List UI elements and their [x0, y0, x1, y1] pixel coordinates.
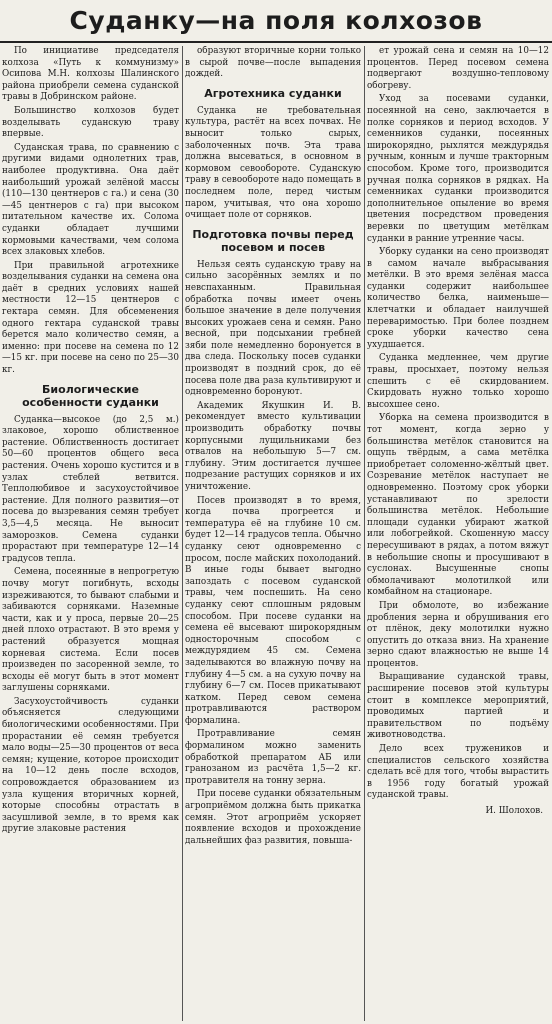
paragraph: Суданка медленнее, чем другие травы, просыхает, поэтому нельзя спешить с её скирдованием. Скирдовать нужно только хорошо высохшее сено.: [367, 353, 549, 410]
paragraph: Уход за посевами суданки, посеянной на сено, заключается в полке сорняков и период всходов. У семенников суданки, посеянных широкорядно, рыхлятся междурядья ручным, конным и лучше тракторным способом. Кроме того, производится ручная полка сорняков в рядках. На семенниках суданки производится дополнительное опыление во время цветения посредством проведения веревки по цветущим метёлкам суданки в ранние утренние часы.: [367, 94, 549, 244]
paragraph: Суданка не требовательная культура, растёт на всех почвах. Не выносит только сырых, заболоченных почв. Эта трава должна высеваться, в основном в кормовом севообороте. Суданскую траву в севообороте надо помещать в последнем поле, перед чистым паром, учитывая, что она хорошо очищает поле от сорняков.: [185, 105, 361, 221]
author-signature: И. Шолохов.: [485, 806, 543, 816]
paragraph: образуют вторичные корни только в сырой почве—после выпадения дождей.: [185, 46, 361, 80]
paragraph: При правильной агротехнике возделывания суданки на семена она даёт в средних условиях нашей местности 12—15 центнеров с гектара семян. Для обсеменения одного гектара суданской травы берется мало количество семян, а именно: при посеве на семена по 12—15 кг. при посеве на сено по 25—30 кг.: [2, 260, 179, 376]
paragraph: Уборку суданки на сено производят в самом начале выбрасывания метёлки. В это время зелёная масса суданки содержит наибольшее количество белка, наименьше—клетчатки и обладает наилучшей переваримостью. При более позднем сроке уборки качество сена ухудшается.: [367, 247, 549, 350]
paragraph: При обмолоте, во избежание дробления зерна и обрушивания его от плёнок, деку молотилки нужно опустить до отказа вниз. На хранение зерно сдают влажностью не выше 14 процентов.: [367, 600, 549, 669]
subheading-agrotechnics: Агротехника суданки: [204, 86, 342, 100]
paragraph: Нельзя сеять суданскую траву на сильно засорённых землях и по невспаханным. Правильная обработка почвы имеет очень большое значение в деле получения высоких урожаев сена и семян. Рано весной, при подсыхании гребней зяби поле немедленно боронуется в два следа. Поскольку посев суданки производят в поздний срок, до её посева поле два раза культивируют и одновременно боронуют.: [185, 259, 361, 398]
paragraph: При посеве суданки обязательным агроприёмом должна быть прикатка семян. Этот агроприём ускоряет появление всходов и прохождение дальнейших фаз развития, повыша-: [185, 789, 361, 846]
paragraph: Суданка—высокое (до 2,5 м.) злаковое, хорошо облиственное растение. Облиственность достигает 50—60 процентов общего веса растения. Очень хорошо кустится и в узлах стеблей ветвится. Теплолюбивое и засухоустойчивое растение. Для полного развития—от посева до вызревания семян требует 3,5—4,5 месяца. Не выносит заморозков. Семена суданки прорастают при температуре 12—14 градусов тепла.: [2, 414, 179, 564]
paragraph: Посев производят в то время, когда почва прогреется и температура её на глубине 10 см. будет 12—14 градусов тепла. Обычно суданку сеют одновременно с просом, после майских похолоданий. В иные годы бывает выгодно запоздать с посевом суданской травы, чем поспешить. На сено суданку сеют сплошным рядовым способом. При посеве суданки на семена её высевают широкорядным односторочным способом с междурядием 45 см. Семена заделываются во влажную почву на глубину 4—5 см. а на сухую почву на глубину 6—7 см. Посев прикатывают катком. Перед севом семена протравливаются раствором формалина.: [185, 495, 361, 726]
paragraph: По инициативе председателя колхоза «Путь к коммунизму» Осипова М.Н. колхозы Шалинского района приобрели семена суданской травы в Добринском районе.: [2, 46, 179, 103]
paragraph: Семена, посеянные в непрогретую почву могут погибнуть, всходы изреживаются, то бывают слабыми и забиваются сорняками. Наземные части, как и у проса, первые 20—25 дней плохо отрастают. В это время у растений образуется мощная корневая система. Если посев произведен по засоренной земле, то всходы её могут быть в этот момент заглушены сорняками.: [2, 567, 179, 694]
paragraph: Дело всех тружеников и специалистов сельского хозяйства сделать всё для того, чтобы вырастить в 1956 году богатый урожай суданской травы.: [367, 744, 549, 801]
paragraph: Уборка на семена производится в тот момент, когда зерно у большинства метёлок становится на ощупь твёрдым, а сама метёлка приобретает соломенно-жёлтый цвет. Созревание метёлок наступает не одновременно. Поэтому срок уборки устанавливают по зрелости большинства метёлок. Небольшие площади суданки убирают жаткой или лобогрейкой. Скошенную массу пересушивают в рядах, а потом вяжут в небольшие снопы и просушивают в суслонах. Высушенные снопы обмолачивают молотилкой или комбайном на стационаре.: [367, 413, 549, 598]
headline-rule: [0, 41, 552, 43]
paragraph: Выращивание суданской травы, расширение посевов этой культуры стоит в комплексе мероприятий, проводимых партией и правительством по подъёму животноводства.: [367, 672, 549, 741]
subheading-biology: Биологические особенности суданки: [22, 382, 159, 409]
column-3: [367, 46, 549, 1021]
paragraph: ет урожай сена и семян на 10—12 процентов. Перед посевом семена подвергают воздушно-тепловому обогреву.: [367, 46, 549, 91]
paragraph: Протравливание семян формалином можно заменить обработкой препаратом АБ или гранозаном из расчёта 1,5—2 кг. протравителя на тонну зерна.: [185, 729, 361, 786]
column-2: [185, 46, 361, 1021]
article-headline: Суданку—на поля колхозов: [69, 6, 483, 35]
paragraph: Большинство колхозов будет возделывать суданскую траву впервые.: [2, 105, 179, 140]
paragraph: Засухоустойчивость суданки объясняется следующими биологическими особенностями. При прорастании её семян требуется мало воды—25—30 процентов от веса семян; кущение, которое происходит на 10—12 день после всходов, сопровождается образованием из узла кущения вторичных корней, которые способны отрастать в засушливой земле, в то время как другие злаковые растения: [2, 696, 179, 835]
column-1: [2, 46, 179, 1021]
subheading-soil-preparation: Подготовка почвы перед посевом и посев: [192, 227, 354, 254]
paragraph: Суданская трава, по сравнению с другими видами однолетних трав, наиболее продуктивна. Она даёт наибольший урожай зелёной массы (110—130 центнеров с га.) и сена (30—45 центнеров с га) при высоком питательном качестве их. Солома суданки обладает лучшими кормовыми качествами, чем солома всех злаковых хлебов.: [2, 142, 179, 258]
column-divider: [364, 46, 365, 1021]
paragraph: Академик Якушкин И. В. рекомендует вместо культивации производить обработку почвы корпусными лущильниками без отвалов на небольшую 5—7 см. глубину. Этим достигается лучшее подрезание растущих сорняков и их уничтожение.: [185, 400, 361, 492]
column-divider: [182, 46, 183, 1021]
